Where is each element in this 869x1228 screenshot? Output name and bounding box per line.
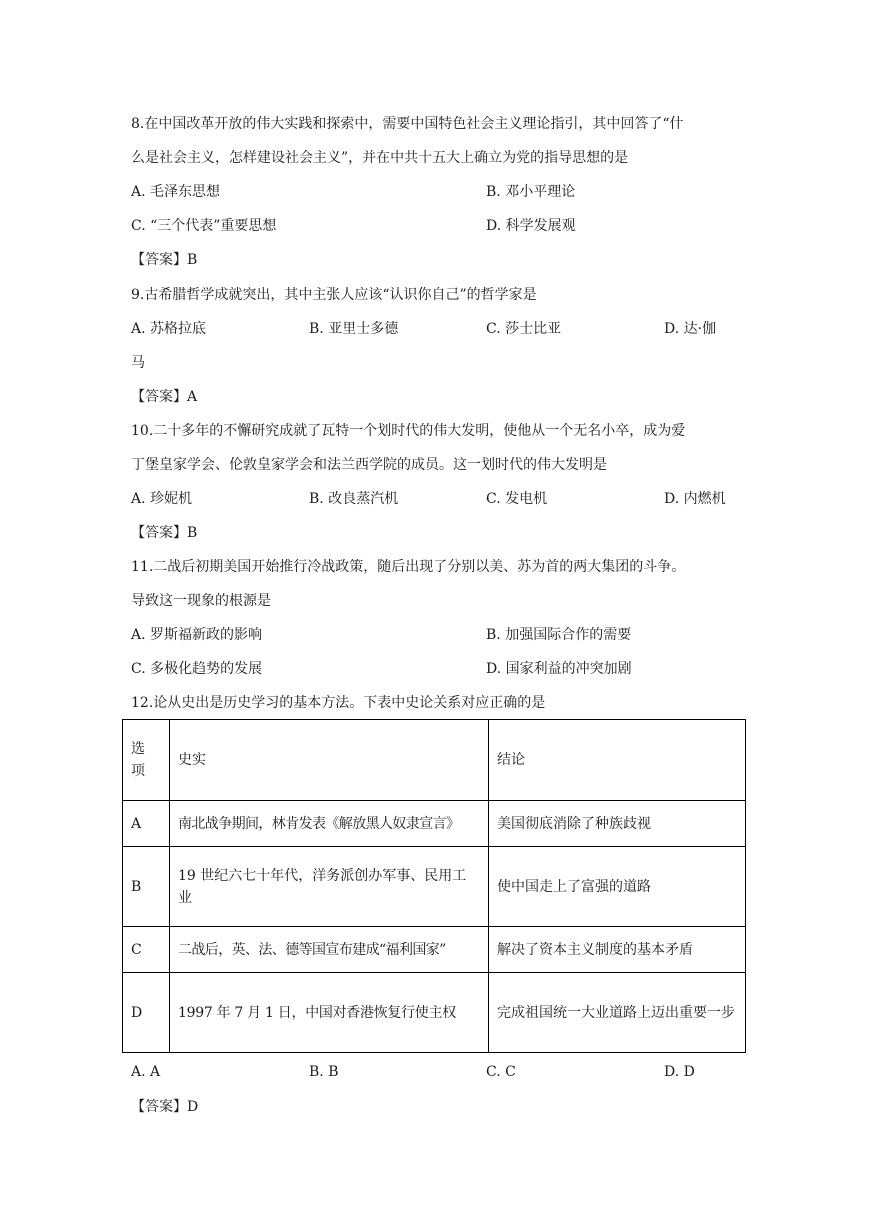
table-row bbox=[123, 927, 746, 973]
header-fact: 史实 bbox=[170, 720, 489, 801]
q10-option-d: D. 内燃机 bbox=[664, 491, 726, 507]
q9-option-b: B. 亚里士多德 bbox=[309, 321, 399, 337]
row-a-fact: 南北战争期间，林肯发表《解放黑人奴隶宣言》 bbox=[170, 801, 489, 847]
q12-option-c: C. C bbox=[486, 1064, 516, 1080]
q11-option-c: C. 多极化趋势的发展 bbox=[131, 661, 263, 677]
q9-option-d: D. 达·伽 bbox=[664, 321, 717, 337]
q11-option-a: A. 罗斯福新政的影响 bbox=[131, 627, 263, 643]
q10-answer: 【答案】B bbox=[131, 525, 198, 541]
q8-option-c: C. “三个代表”重要思想 bbox=[131, 218, 277, 234]
q8-option-b: B. 邓小平理论 bbox=[486, 184, 576, 200]
q9-option-a: A. 苏格拉底 bbox=[131, 321, 207, 337]
history-table bbox=[122, 719, 746, 1053]
q8-stem-line-1: 8.在中国改革开放的伟大实践和探索中，需要中国特色社会主义理论指引，其中回答了“什 bbox=[131, 116, 684, 132]
q12-option-b: B. B bbox=[309, 1064, 339, 1080]
q9-option-d-wrap: 马 bbox=[131, 355, 145, 371]
q12-stem-line-1: 12.论从史出是历史学习的基本方法。下表中史论关系对应正确的是 bbox=[131, 695, 546, 711]
q9-option-c: C. 莎士比亚 bbox=[486, 321, 562, 337]
q12-answer: 【答案】D bbox=[131, 1099, 199, 1115]
q11-option-d: D. 国家利益的冲突加剧 bbox=[486, 661, 632, 677]
table-header-row bbox=[123, 720, 746, 801]
table-row bbox=[123, 847, 746, 927]
q9-stem-line-1: 9.古希腊哲学成就突出，其中主张人应该“认识你自己”的哲学家是 bbox=[131, 287, 537, 303]
q12-option-d: D. D bbox=[664, 1064, 695, 1080]
header-conclusion: 结论 bbox=[489, 720, 746, 801]
row-c-conclusion: 解决了资本主义制度的基本矛盾 bbox=[489, 927, 746, 973]
q11-stem-line-1: 11.二战后初期美国开始推行冷战政策，随后出现了分别以美、苏为首的两大集团的斗争。 bbox=[131, 559, 686, 575]
q8-option-a: A. 毛泽东思想 bbox=[131, 184, 221, 200]
row-b-conclusion: 使中国走上了富强的道路 bbox=[489, 847, 746, 927]
row-d-fact: 1997 年 7 月 1 日，中国对香港恢复行使主权 bbox=[170, 973, 489, 1053]
q10-stem-line-2: 丁堡皇家学会、伦敦皇家学会和法兰西学院的成员。这一划时代的伟大发明是 bbox=[131, 457, 607, 473]
table-row bbox=[123, 973, 746, 1053]
q8-stem-line-2: 么是社会主义，怎样建设社会主义”，并在中共十五大上确立为党的指导思想的是 bbox=[131, 150, 629, 166]
q8-option-d: D. 科学发展观 bbox=[486, 218, 576, 234]
row-b-fact: 19 世纪六七十年代，洋务派创办军事、民用工业 bbox=[170, 847, 489, 927]
row-b-option: B bbox=[123, 847, 170, 927]
q11-stem-line-2: 导致这一现象的根源是 bbox=[131, 593, 271, 609]
q8-answer: 【答案】B bbox=[131, 252, 198, 268]
table-row bbox=[123, 801, 746, 847]
header-option: 选项 bbox=[123, 720, 170, 801]
q9-answer: 【答案】A bbox=[131, 389, 198, 405]
q10-option-c: C. 发电机 bbox=[486, 491, 548, 507]
q10-option-a: A. 珍妮机 bbox=[131, 491, 193, 507]
q12-option-a: A. A bbox=[131, 1064, 161, 1080]
row-a-conclusion: 美国彻底消除了种族歧视 bbox=[489, 801, 746, 847]
q10-option-b: B. 改良蒸汽机 bbox=[309, 491, 399, 507]
row-c-option: C bbox=[123, 927, 170, 973]
row-d-option: D bbox=[123, 973, 170, 1053]
row-a-option: A bbox=[123, 801, 170, 847]
row-d-conclusion: 完成祖国统一大业道路上迈出重要一步 bbox=[489, 973, 746, 1053]
q10-stem-line-1: 10.二十多年的不懈研究成就了瓦特一个划时代的伟大发明，使他从一个无名小卒，成为爱 bbox=[131, 423, 686, 439]
q11-option-b: B. 加强国际合作的需要 bbox=[486, 627, 632, 643]
row-c-fact: 二战后，英、法、德等国宣布建成“福利国家” bbox=[170, 927, 489, 973]
